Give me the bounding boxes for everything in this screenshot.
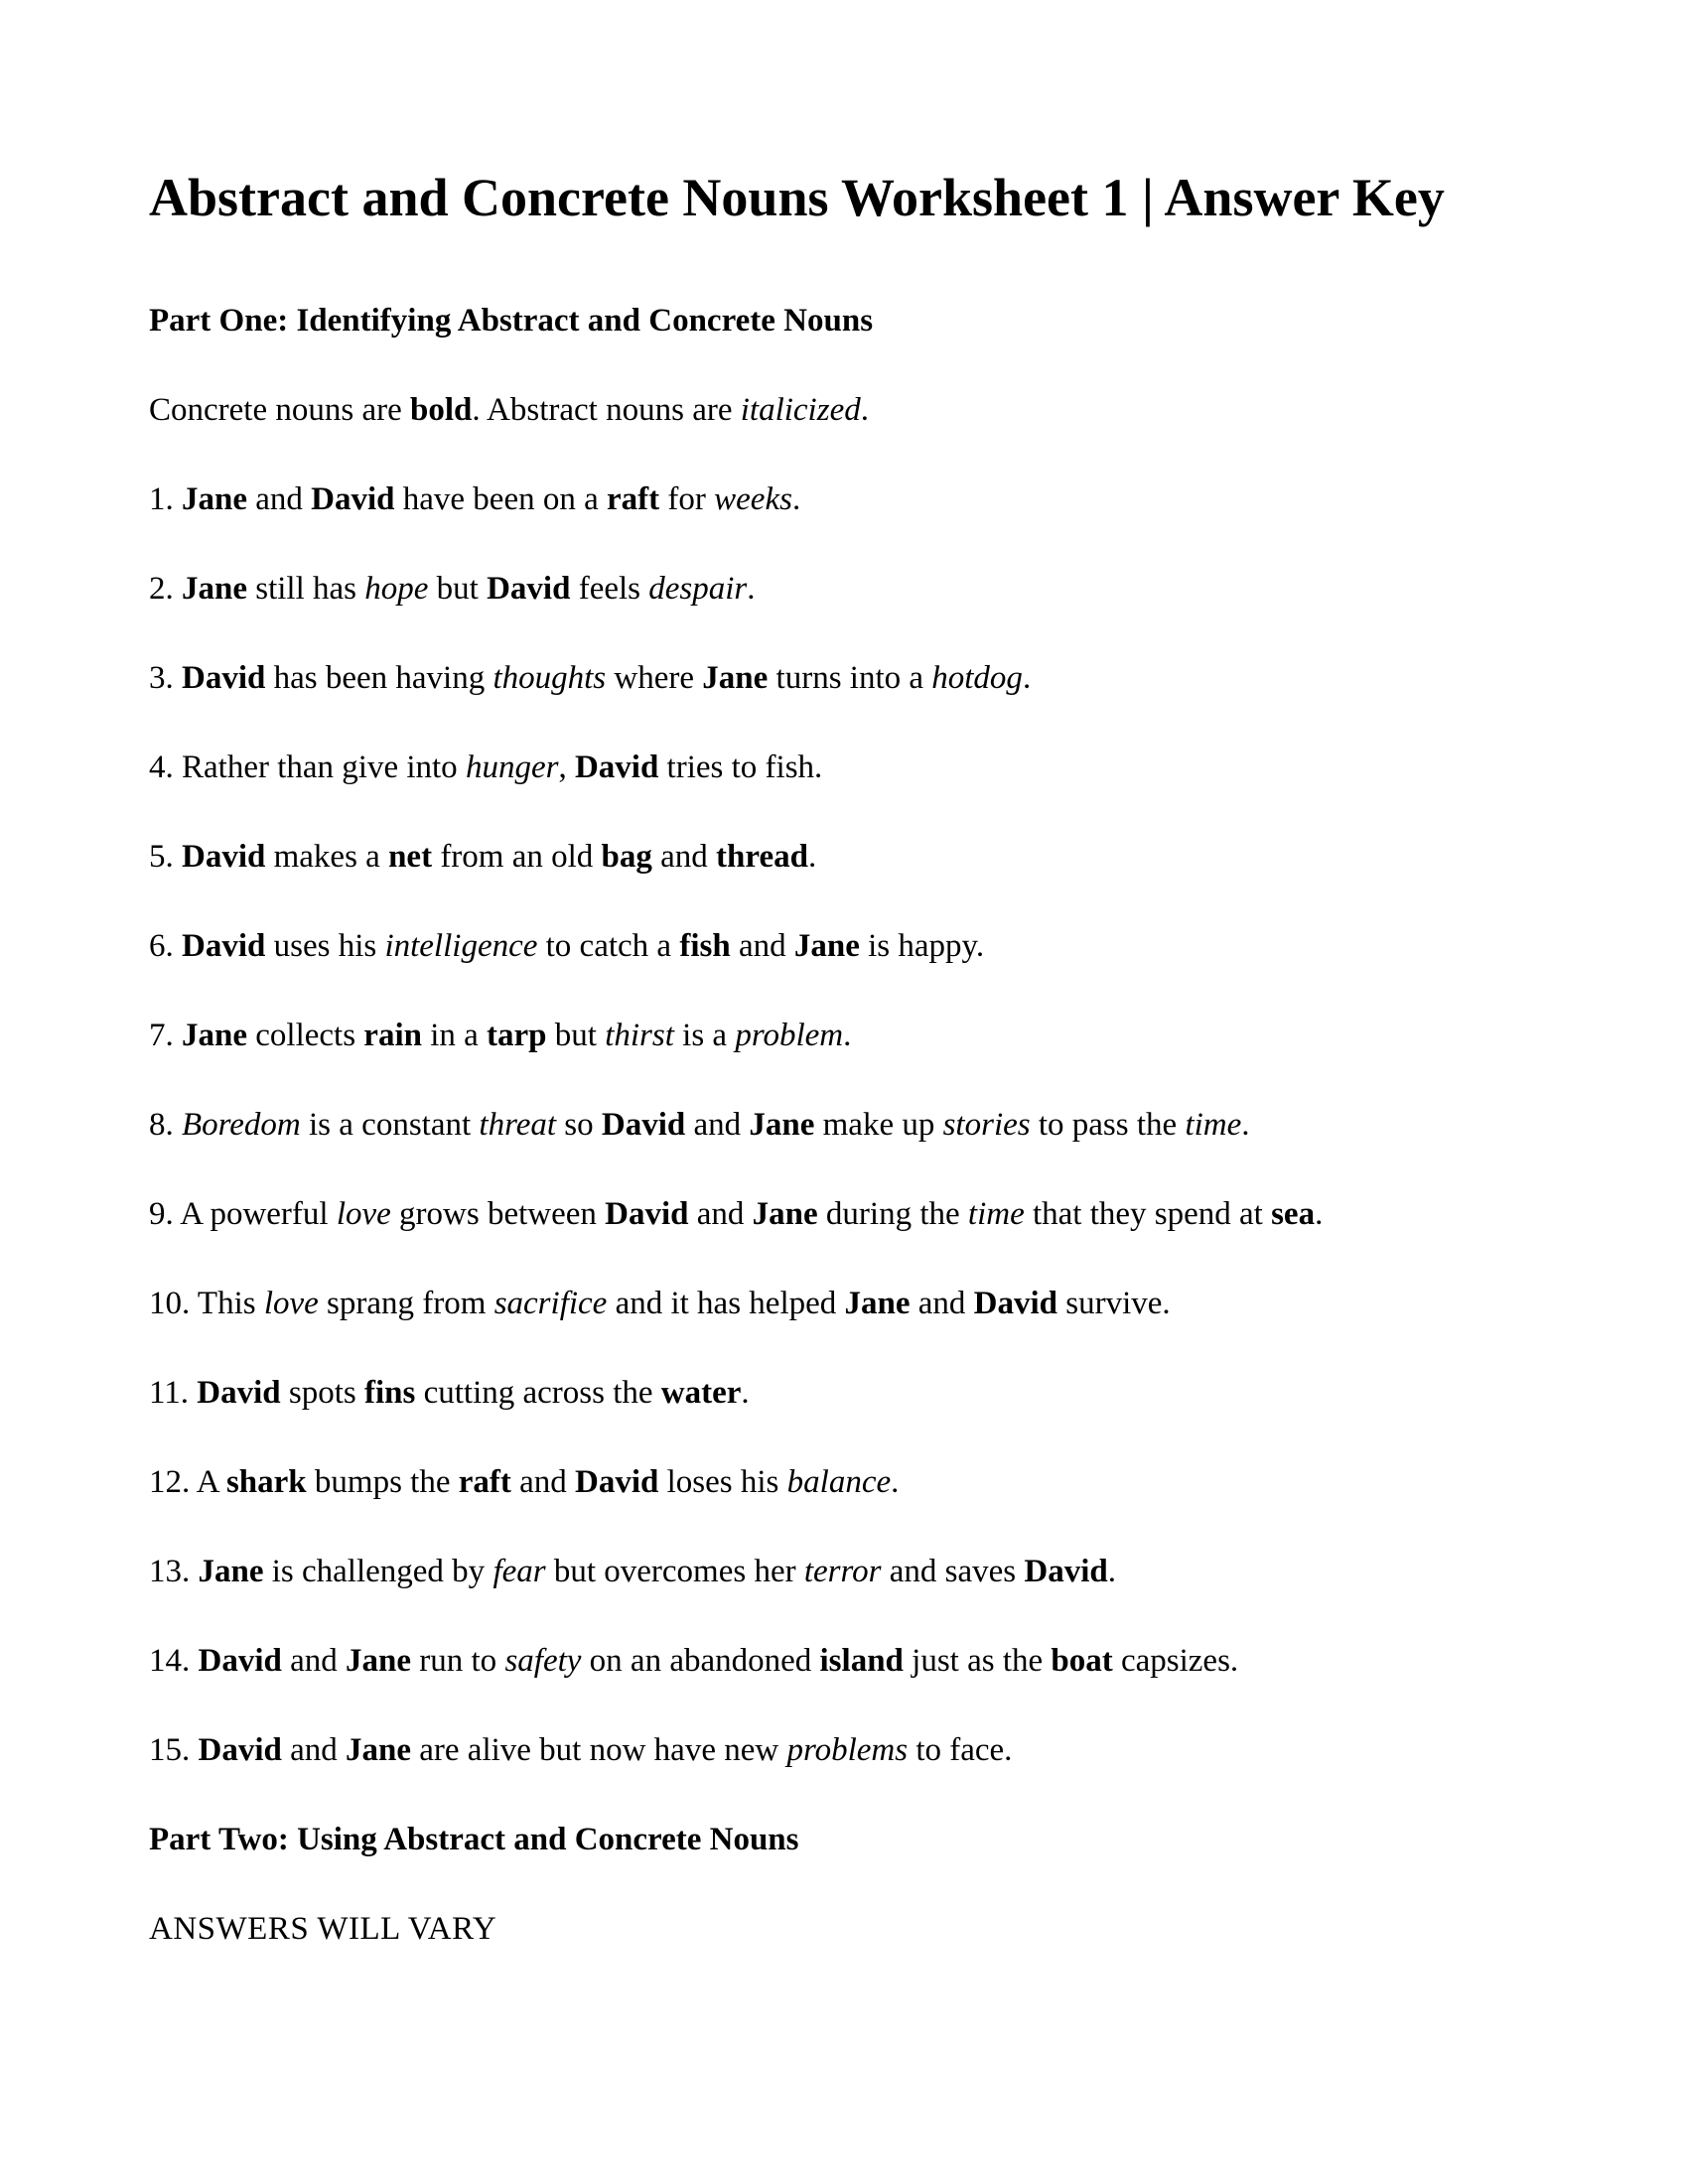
bold-noun: fish [679, 928, 731, 964]
plain-text: and [685, 1107, 750, 1143]
plain-text: and [281, 1732, 347, 1768]
plain-text: . [791, 481, 801, 517]
bold-noun: sea [1271, 1196, 1316, 1232]
italic-noun: italicized [740, 392, 861, 428]
plain-text: and [730, 928, 794, 964]
part-one-heading: Part One: Identifying Abstract and Concrete Nouns [149, 303, 874, 339]
plain-text: feels [570, 571, 649, 607]
answers-note: ANSWERS WILL VARY [149, 1911, 497, 1947]
plain-text: just as the [903, 1643, 1052, 1679]
plain-text: for [659, 481, 715, 517]
bold-noun: David [198, 1732, 282, 1768]
worksheet-item [149, 925, 1549, 967]
bold-noun: Jane [346, 1732, 412, 1768]
italic-noun: fear [492, 1554, 546, 1589]
italic-noun: time [1185, 1107, 1242, 1143]
plain-text: and [510, 1464, 576, 1500]
bold-noun: David [182, 839, 266, 875]
italic-noun: hope [364, 571, 429, 607]
item-number: 8. [149, 1107, 182, 1143]
plain-text: that they spend at [1024, 1196, 1272, 1232]
italic-noun: terror [803, 1554, 882, 1589]
worksheet-item [149, 1729, 1549, 1771]
plain-text: Rather than give into [182, 750, 466, 785]
plain-text: from an old [432, 839, 602, 875]
bold-noun: raft [458, 1464, 511, 1500]
plain-text: and [910, 1286, 974, 1321]
bold-noun: bag [601, 839, 652, 875]
bold-noun: Jane [182, 1018, 247, 1053]
plain-text: so [556, 1107, 602, 1143]
italic-noun: stories [942, 1107, 1031, 1143]
plain-text: loses his [658, 1464, 787, 1500]
italic-noun: thirst [605, 1018, 674, 1053]
bold-noun: Jane [182, 571, 247, 607]
intro-line [149, 389, 1549, 431]
bold-noun: shark [225, 1464, 307, 1500]
plain-text: and [247, 481, 312, 517]
bold-noun: David [601, 1107, 686, 1143]
bold-noun: David [198, 1643, 282, 1679]
plain-text: is challenged by [263, 1554, 493, 1589]
item-number: 4. [149, 750, 182, 785]
plain-text: . [843, 1018, 852, 1053]
item-number: 11. [149, 1375, 198, 1411]
plain-text: in a [421, 1018, 488, 1053]
worksheet-item [149, 1193, 1549, 1235]
plain-text: cutting across the [415, 1375, 661, 1411]
plain-text: survive. [1057, 1286, 1171, 1321]
part-two-heading: Part Two: Using Abstract and Concrete Nouns [149, 1822, 799, 1857]
bold-noun: David [1024, 1554, 1108, 1589]
bold-noun: Jane [182, 481, 247, 517]
plain-text: but [546, 1018, 606, 1053]
plain-text: . [741, 1375, 750, 1411]
plain-text: turns into a [768, 660, 932, 696]
plain-text: . [860, 392, 869, 428]
bold-noun: boat [1051, 1643, 1113, 1679]
plain-text: sprang from [318, 1286, 494, 1321]
bold-noun: David [182, 928, 266, 964]
italic-noun: Boredom [182, 1107, 301, 1143]
bold-noun: Jane [844, 1286, 911, 1321]
bold-noun: fins [364, 1375, 416, 1411]
plain-text: during the [817, 1196, 968, 1232]
plain-text: run to [411, 1643, 505, 1679]
italic-noun: threat [479, 1107, 557, 1143]
item-number: 12. [149, 1464, 197, 1500]
bold-noun: rain [363, 1018, 422, 1053]
bold-noun: David [575, 1464, 659, 1500]
bold-noun: net [388, 839, 433, 875]
plain-text: bumps the [306, 1464, 459, 1500]
worksheet-item [149, 1640, 1549, 1682]
plain-text: collects [247, 1018, 364, 1053]
plain-text: still has [247, 571, 365, 607]
item-number: 5. [149, 839, 182, 875]
plain-text: and [651, 839, 717, 875]
plain-text: . [1022, 660, 1032, 696]
bold-noun: bold [410, 392, 473, 428]
worksheet-item [149, 1015, 1549, 1056]
plain-text: and [688, 1196, 753, 1232]
item-number: 13. [149, 1554, 199, 1589]
bold-noun: David [973, 1286, 1058, 1321]
plain-text: uses his [265, 928, 385, 964]
worksheet-item [149, 747, 1549, 788]
plain-text: This [197, 1286, 264, 1321]
worksheet-item [149, 1283, 1549, 1324]
plain-text: but [428, 571, 488, 607]
plain-text: tries to fish. [658, 750, 823, 785]
plain-text: are alive but now have new [411, 1732, 787, 1768]
italic-noun: time [967, 1196, 1025, 1232]
bold-noun: water [660, 1375, 742, 1411]
bold-noun: Jane [752, 1196, 818, 1232]
italic-noun: love [336, 1196, 391, 1232]
italic-noun: sacrifice [493, 1286, 608, 1321]
italic-noun: safety [504, 1643, 582, 1679]
worksheet-item [149, 1461, 1549, 1503]
bold-noun: David [574, 750, 659, 785]
plain-text: on an abandoned [581, 1643, 820, 1679]
item-number: 1. [149, 481, 182, 517]
plain-text: . [891, 1464, 900, 1500]
plain-text: and it has helped [607, 1286, 845, 1321]
worksheet-item [149, 836, 1549, 878]
plain-text: makes a [265, 839, 389, 875]
worksheet-item [149, 1551, 1549, 1592]
italic-noun: balance [786, 1464, 892, 1500]
bold-noun: island [819, 1643, 904, 1679]
plain-text: where [606, 660, 703, 696]
item-number: 2. [149, 571, 182, 607]
bold-noun: David [182, 660, 266, 696]
plain-text: grows between [390, 1196, 606, 1232]
italic-noun: hunger [465, 750, 559, 785]
plain-text: . [1315, 1196, 1324, 1232]
page-title: Abstract and Concrete Nouns Worksheet 1 | Answer Key [149, 168, 1445, 227]
plain-text: . [747, 571, 756, 607]
bold-noun: Jane [793, 928, 860, 964]
item-number: 6. [149, 928, 182, 964]
italic-noun: love [263, 1286, 319, 1321]
worksheet-item [149, 657, 1549, 699]
item-number: 10. [149, 1286, 198, 1321]
plain-text: . [807, 839, 817, 875]
bold-noun: Jane [198, 1554, 264, 1589]
bold-noun: tarp [487, 1018, 547, 1053]
plain-text: A [196, 1464, 226, 1500]
worksheet-item [149, 478, 1549, 520]
items-list [149, 478, 1549, 1771]
italic-noun: despair [648, 571, 748, 607]
italic-noun: hotdog [931, 660, 1023, 696]
plain-text: is a constant [300, 1107, 480, 1143]
plain-text: Concrete nouns are [149, 392, 410, 428]
bold-noun: David [197, 1375, 281, 1411]
italic-noun: problem [735, 1018, 844, 1053]
plain-text: and [281, 1643, 347, 1679]
plain-text: . [1107, 1554, 1116, 1589]
bold-noun: Jane [702, 660, 769, 696]
plain-text: make up [814, 1107, 943, 1143]
italic-noun: thoughts [492, 660, 607, 696]
item-number: 14. [149, 1643, 199, 1679]
plain-text: have been on a [394, 481, 608, 517]
plain-text: is happy. [859, 928, 985, 964]
plain-text: capsizes. [1112, 1643, 1239, 1679]
plain-text: but overcomes her [545, 1554, 804, 1589]
bold-noun: Jane [749, 1107, 815, 1143]
worksheet-item [149, 1372, 1549, 1414]
plain-text: and saves [881, 1554, 1025, 1589]
worksheet-item [149, 568, 1549, 610]
item-number: 7. [149, 1018, 182, 1053]
item-number: 3. [149, 660, 182, 696]
italic-noun: intelligence [384, 928, 538, 964]
item-number: 15. [149, 1732, 199, 1768]
bold-noun: raft [607, 481, 660, 517]
bold-noun: David [605, 1196, 689, 1232]
worksheet-item [149, 1104, 1549, 1146]
plain-text: to pass the [1030, 1107, 1186, 1143]
plain-text: . [1241, 1107, 1250, 1143]
plain-text: is a [673, 1018, 736, 1053]
italic-noun: problems [786, 1732, 909, 1768]
item-number: 9. [149, 1196, 181, 1232]
plain-text: spots [280, 1375, 364, 1411]
plain-text: . Abstract nouns are [472, 392, 741, 428]
plain-text: A powerful [180, 1196, 337, 1232]
plain-text: to catch a [537, 928, 680, 964]
bold-noun: thread [716, 839, 808, 875]
plain-text: , [558, 750, 575, 785]
italic-noun: weeks [714, 481, 792, 517]
bold-noun: Jane [346, 1643, 412, 1679]
plain-text: to face. [908, 1732, 1013, 1768]
bold-noun: David [311, 481, 395, 517]
bold-noun: David [487, 571, 571, 607]
plain-text: has been having [265, 660, 493, 696]
